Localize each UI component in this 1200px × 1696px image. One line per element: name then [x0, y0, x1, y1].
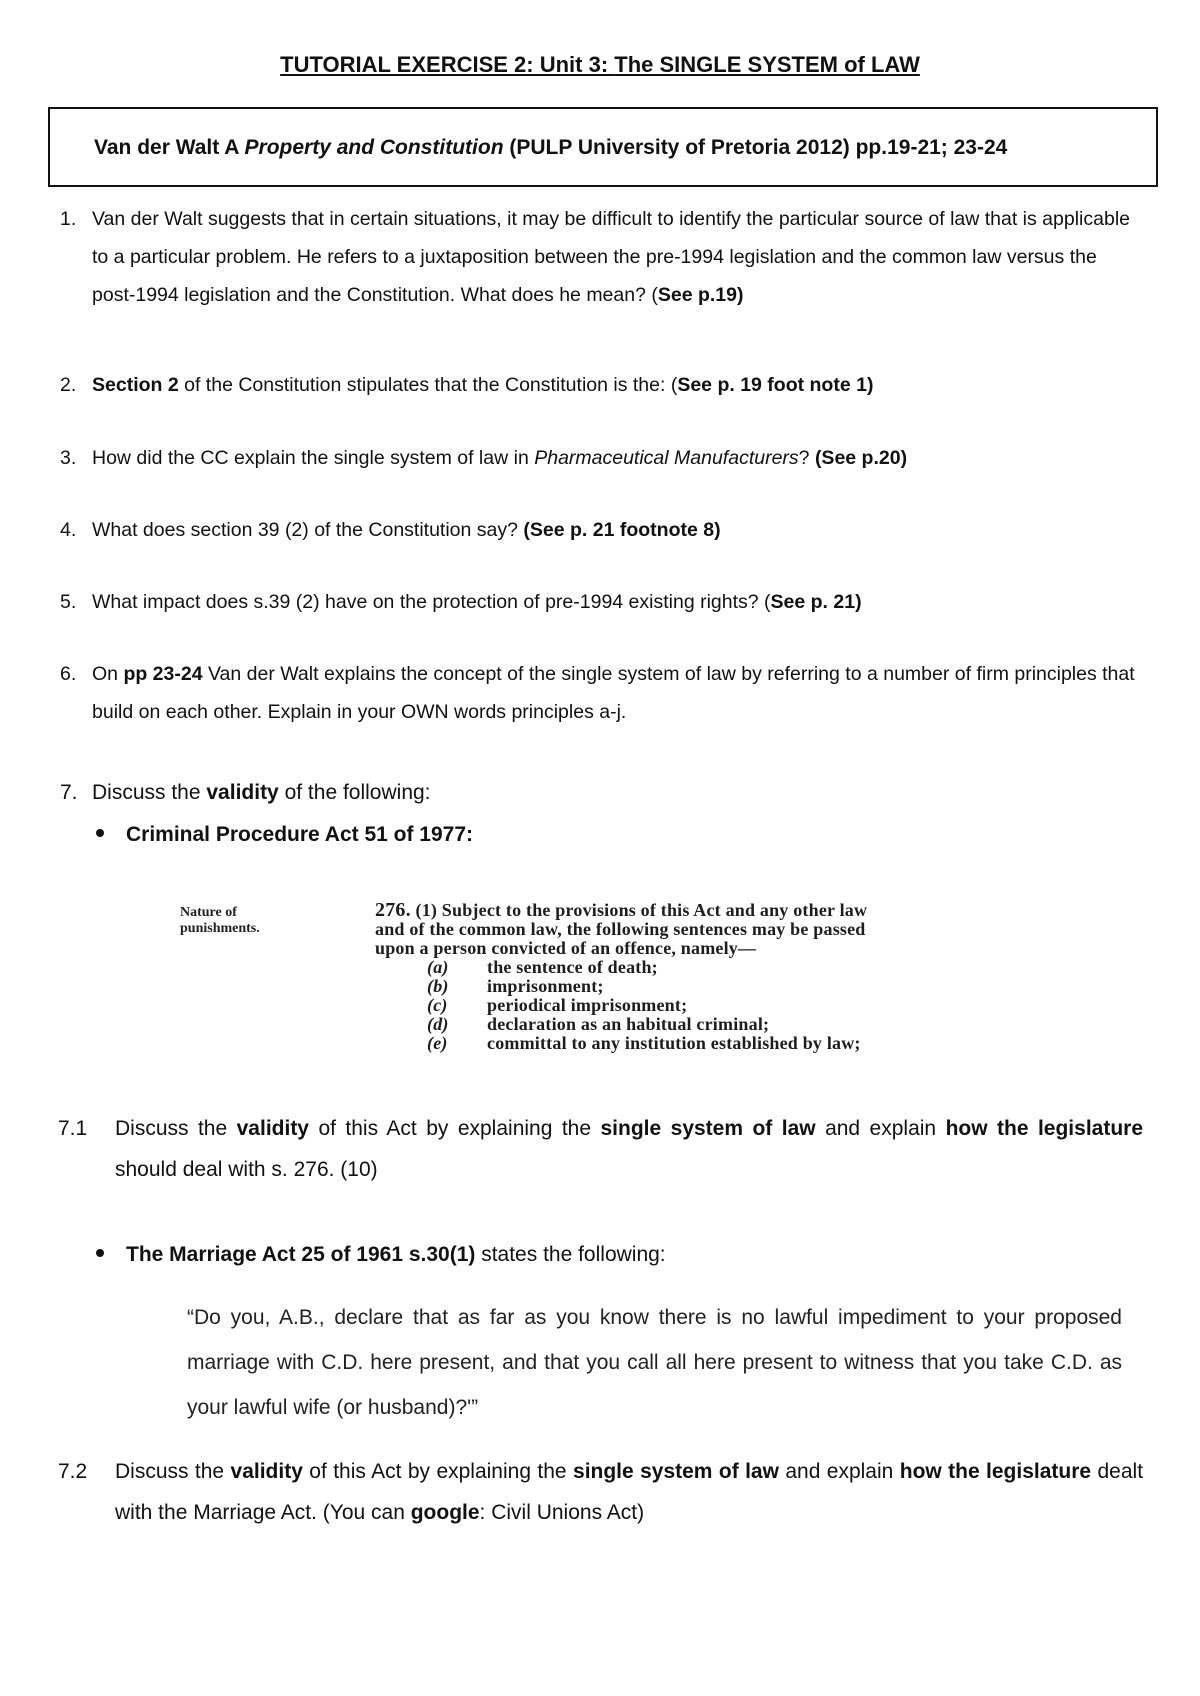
question-number: 4. — [60, 519, 77, 541]
bullet-dot — [96, 1249, 104, 1257]
question-6 — [60, 655, 1140, 731]
question-text: On pp 23-24 Van der Walt explains the concept of the single system of law by referring to a number of firm principles that build on each other. Explain in your OWN words principles a-j. — [92, 663, 1135, 723]
bullet-bold-text: The Marriage Act 25 of 1961 s.30(1) — [126, 1243, 476, 1266]
reference-author: Van der Walt A — [94, 136, 245, 159]
reference-text — [94, 136, 1007, 160]
question-5 — [60, 583, 1140, 621]
question-text: What impact does s.39 (2) have on the protection of pre-1994 existing rights? (See p. 21) — [92, 591, 862, 613]
bullet-dot — [96, 829, 104, 837]
question-7 — [60, 772, 1140, 813]
question-text: What does section 39 (2) of the Constitution say? (See p. 21 footnote 8) — [92, 519, 721, 541]
question-number: 3. — [60, 447, 77, 469]
bullet-text: Criminal Procedure Act 51 of 1977: — [126, 823, 474, 846]
section-276-text: 276. (1) Subject to the provisions of this Act and any other law and of the common law, the following sentences may be passed upon a person convicted of an offence, namely— (a) the sentence of death; (b) imprisonment; (c) periodical imprisonment; (d) declaration as an habitual criminal; (e) committal to any institution established by law; — [375, 899, 868, 1053]
sentence-item: (d) declaration as an habitual criminal; — [427, 1014, 770, 1034]
question-text: How did the CC explain the single system of law in Pharmaceutical Manufacturers? (See p.20) — [92, 447, 908, 469]
question-text: Discuss the validity of this Act by explaining the single system of law and explain how the legislature dealt with the Marriage Act. (You can google: Civil Unions Act) — [115, 1460, 1144, 1524]
question-4 — [60, 511, 1140, 549]
question-text: Discuss the validity of this Act by explaining the single system of law and explain how the legislature should deal with s. 276. (10) — [115, 1117, 1144, 1181]
reference-book: Property and Constitution — [244, 136, 504, 159]
question-text: Van der Walt suggests that in certain situations, it may be difficult to identify the particular source of law that is applicable to a particular problem. He refers to a juxtaposition between the pre-1994 legislation and the common law versus the post-1994 legislation and the Constitution. What does he mean? (See p.19) — [92, 208, 1131, 306]
margin-note: Nature of punishments. — [180, 905, 260, 936]
marriage-formula-quote: “Do you, A.B., declare that as far as you know there is no lawful impediment to your proposed marriage with C.D. here present, and that you call all here present to witness that you take C.D. as your lawful wife (or husband)?'” — [187, 1306, 1122, 1419]
question-number: 6. — [60, 663, 77, 685]
question-number: 7.1 — [58, 1117, 88, 1140]
question-number: 2. — [60, 374, 77, 396]
sentence-item: (e) committal to any institution established by law; — [427, 1033, 861, 1053]
question-number: 1. — [60, 208, 77, 230]
sentence-item: (b) imprisonment; — [427, 976, 604, 996]
sentence-item: (a) the sentence of death; — [427, 957, 658, 977]
reference-box — [48, 107, 1158, 187]
question-text: Discuss the validity of the following: — [92, 781, 431, 804]
question-7-2 — [58, 1451, 1143, 1533]
question-7-1 — [58, 1108, 1143, 1190]
reference-publisher: (PULP University of Pretoria 2012) pp.19-21; 23-24 — [503, 136, 1008, 159]
title-unit: TUTORIAL EXERCISE 2: Unit 3: — [280, 52, 615, 77]
question-number: 7. — [60, 781, 78, 804]
question-3 — [60, 439, 1140, 477]
question-text: Section 2 of the Constitution stipulates that the Constitution is the: (See p. 19 foot note 1) — [92, 374, 874, 396]
bullet-criminal-procedure-act — [96, 815, 473, 855]
question-2 — [60, 366, 1140, 404]
bullet-text: states the following: — [475, 1243, 666, 1266]
page-title — [0, 52, 1200, 78]
question-number: 7.2 — [58, 1460, 88, 1483]
bullet-marriage-act — [96, 1235, 666, 1275]
sentence-item: (c) periodical imprisonment; — [427, 995, 688, 1015]
scanned-excerpt-s276 — [135, 895, 1095, 1065]
question-1 — [60, 200, 1140, 314]
question-number: 5. — [60, 591, 77, 613]
title-topic: The SINGLE SYSTEM of LAW — [614, 52, 920, 77]
